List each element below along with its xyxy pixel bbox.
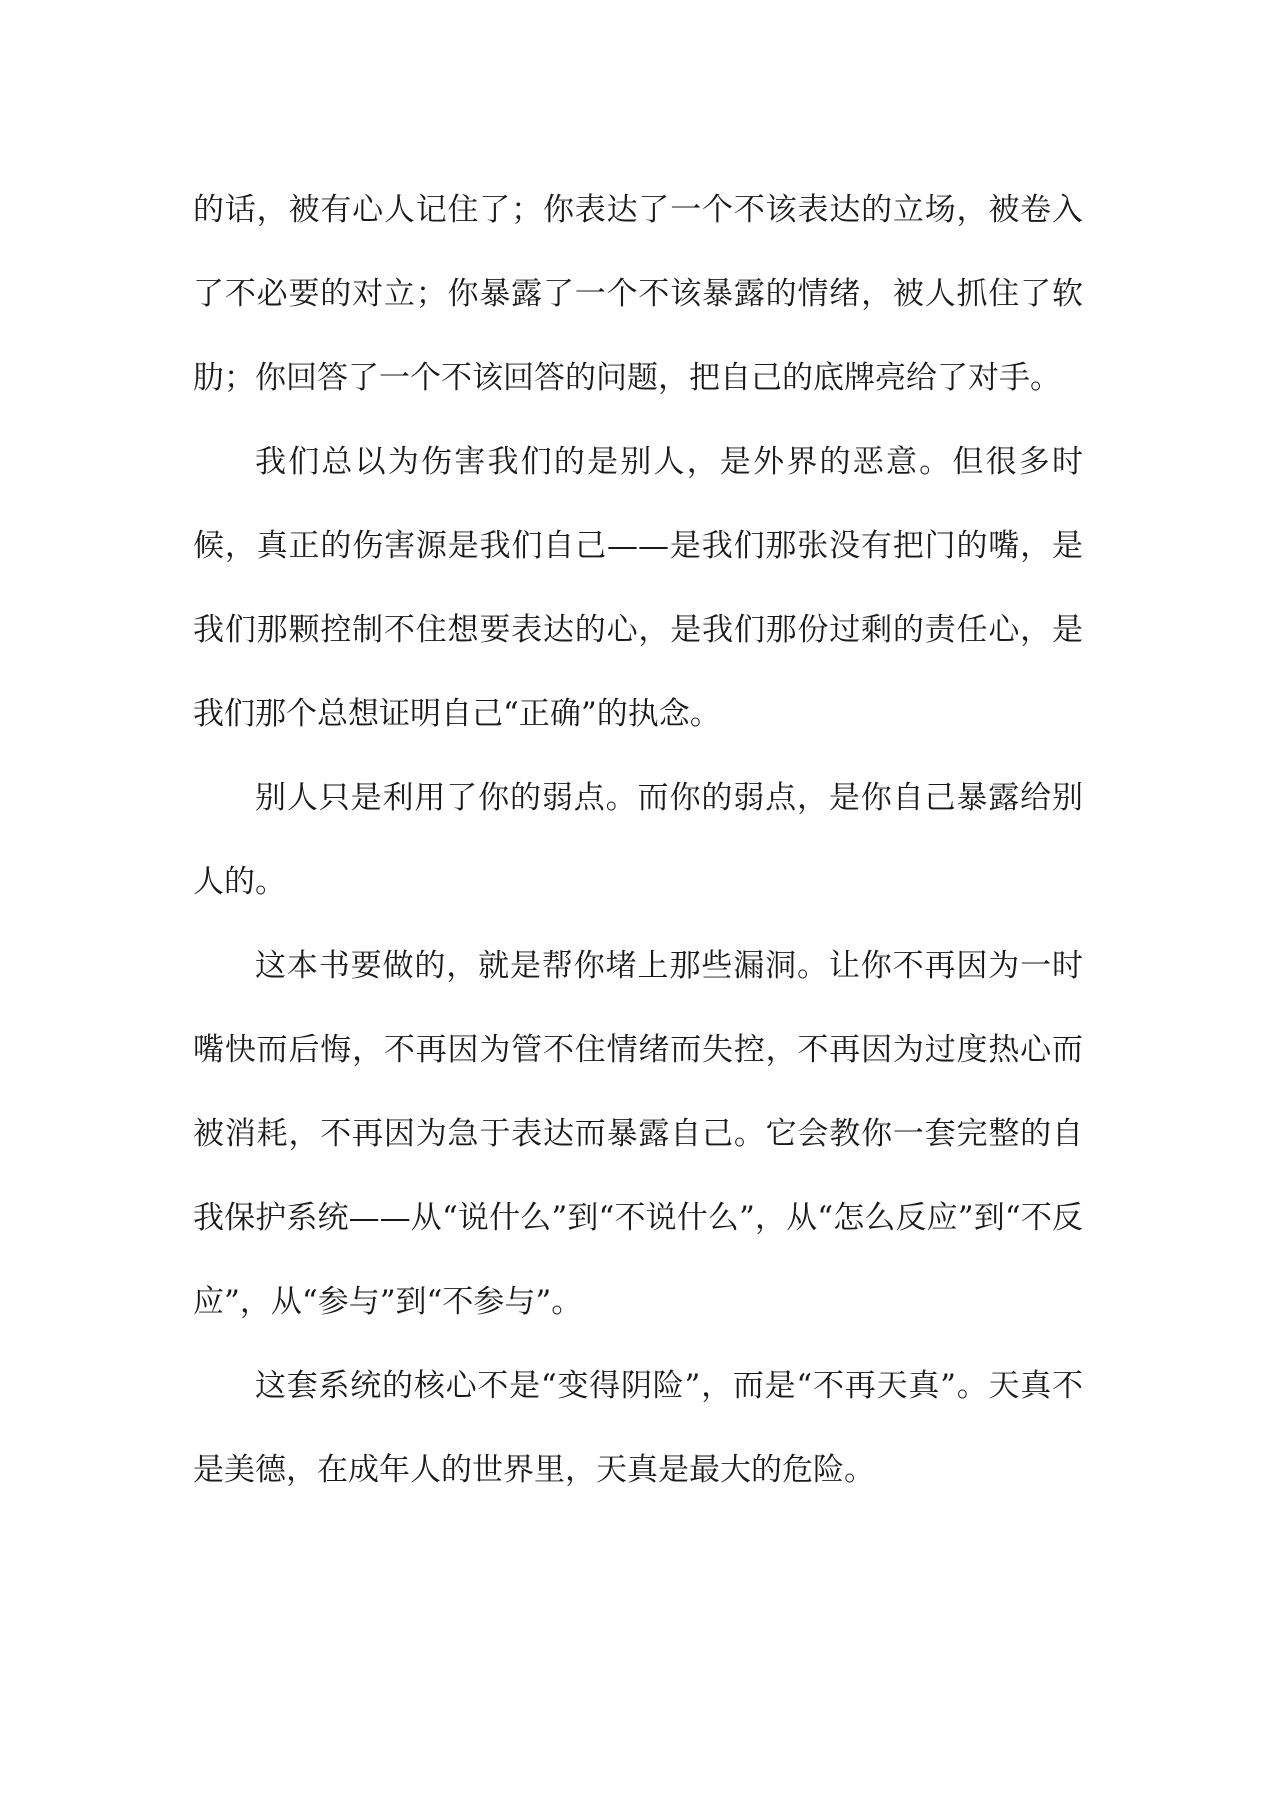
body-text: [193, 168, 1083, 1512]
paragraph-2: 我们总以为伤害我们的是别人，是外界的恶意。但很多时候，真正的伤害源是我们自己——是我们那张没有把门的嘴，是我们那颗控制不住想要表达的心，是我们那份过剩的责任心，是我们那个总想证明自己“正确”的执念。: [193, 444, 1083, 732]
paragraph-3: 别人只是利用了你的弱点。而你的弱点，是你自己暴露给别人的。: [193, 780, 1083, 900]
paragraph-1: 的话，被有心人记住了；你表达了一个不该表达的立场，被卷入了不必要的对立；你暴露了一个不该暴露的情绪，被人抓住了软肋；你回答了一个不该回答的问题，把自己的底牌亮给了对手。: [193, 192, 1083, 396]
paragraph-5: 这套系统的核心不是“变得阴险”，而是“不再天真”。天真不是美德，在成年人的世界里，天真是最大的危险。: [193, 1368, 1083, 1488]
paragraph-4: 这本书要做的，就是帮你堵上那些漏洞。让你不再因为一时嘴快而后悔，不再因为管不住情绪而失控，不再因为过度热心而被消耗，不再因为急于表达而暴露自己。它会教你一套完整的自我保护系统——从“说什么”到“不说什么”，从“怎么反应”到“不反应”，从“参与”到“不参与”。: [193, 948, 1083, 1320]
